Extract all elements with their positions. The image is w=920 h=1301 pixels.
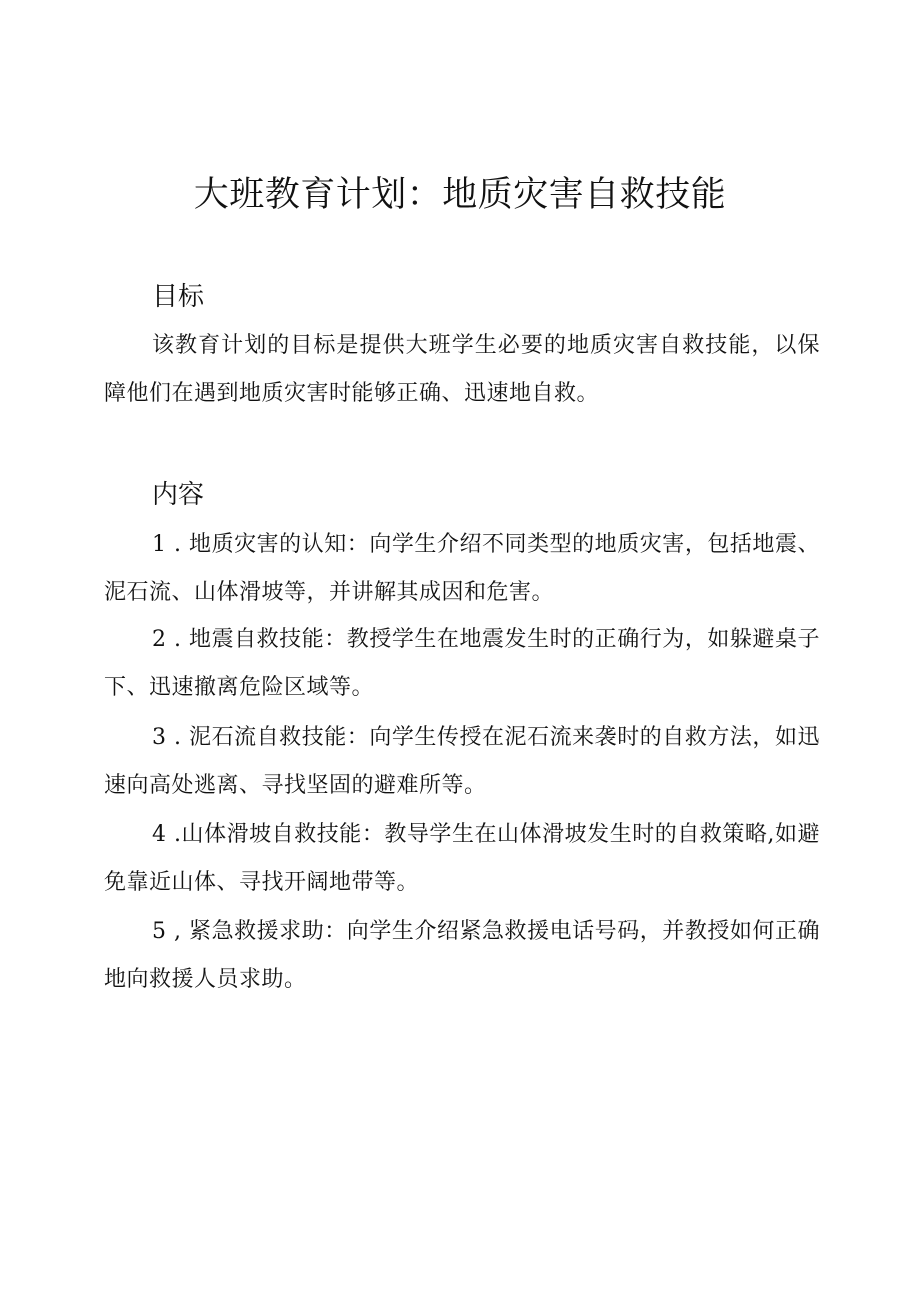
- section-heading-goal: 目标: [152, 282, 205, 312]
- content-item-4: 4 .山体滑坡自救技能：教导学生在山体滑坡发生时的自救策略,如避免靠近山体、寻找开阔地带等。: [104, 822, 820, 895]
- content-item-2: 2 . 地震自救技能：教授学生在地震发生时的正确行为，如躲避桌子下、迅速撤离危险区域等。: [104, 627, 820, 700]
- content-item-5: 5 , 紧急救援求助：向学生介绍紧急救援电话号码，并教授如何正确地向救援人员求助。: [104, 919, 820, 992]
- page-title: 大班教育计划：地质灾害自救技能: [193, 175, 727, 215]
- content-item-1: 1 . 地质灾害的认知：向学生介绍不同类型的地质灾害，包括地震、泥石流、山体滑坡等，并讲解其成因和危害。: [104, 532, 820, 605]
- goal-paragraph: 该教育计划的目标是提供大班学生必要的地质灾害自救技能，以保障他们在遇到地质灾害时能够正确、迅速地自救。: [104, 333, 820, 406]
- content-item-3: 3 . 泥石流自救技能：向学生传授在泥石流来袭时的自救方法，如迅速向高处逃离、寻找坚固的避难所等。: [104, 725, 820, 798]
- section-heading-content: 内容: [152, 480, 205, 510]
